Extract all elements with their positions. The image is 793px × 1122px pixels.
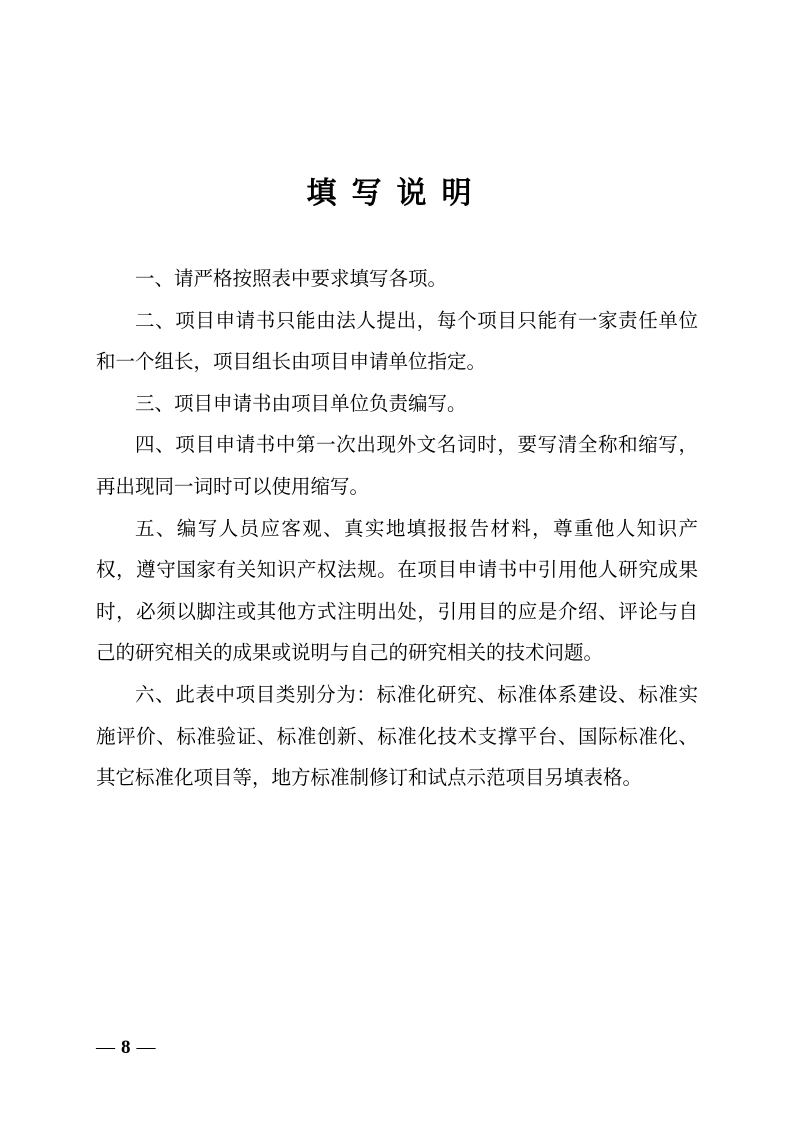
instructions-body: [96, 258, 698, 799]
page-number-footer: [96, 1036, 156, 1060]
page-title: 填写说明: [306, 176, 487, 211]
instruction-paragraph-1: 一、请严格按照表中要求填写各项。: [135, 267, 448, 290]
page-number: 8: [121, 1037, 131, 1058]
instruction-paragraph-6: 六、此表中项目类别分为：标准化研究、标准体系建设、标准实施评价、标准验证、标准创新、标准化技术支撑平台、国际标准化、其它标准化项目等，地方标准制修订和试点示范项目另填表格。: [96, 682, 698, 790]
instruction-paragraph-3: 三、项目申请书由项目单位负责编写。: [135, 391, 467, 415]
page-number-dash-left: —: [96, 1037, 115, 1058]
instruction-paragraph-2: 二、项目申请书只能由法人提出，每个项目只能有一家责任单位和一个组长，项目组长由项目申请单位指定。: [96, 308, 698, 374]
instruction-paragraph-4: 四、项目申请书中第一次出现外文名词时，要写清全称和缩写，再出现同一词时可以使用缩写。: [96, 433, 698, 498]
page-number-dash-right: —: [136, 1037, 156, 1058]
instruction-paragraph-5: 五、编写人员应客观、真实地填报报告材料，尊重他人知识产权，遵守国家有关知识产权法规。在项目申请书中引用他人研究成果时，必须以脚注或其他方式注明出处，引用目的应是介绍、评论与自己的研究相关的成果或说明与自己的研究相关的技术问题。: [96, 516, 698, 665]
